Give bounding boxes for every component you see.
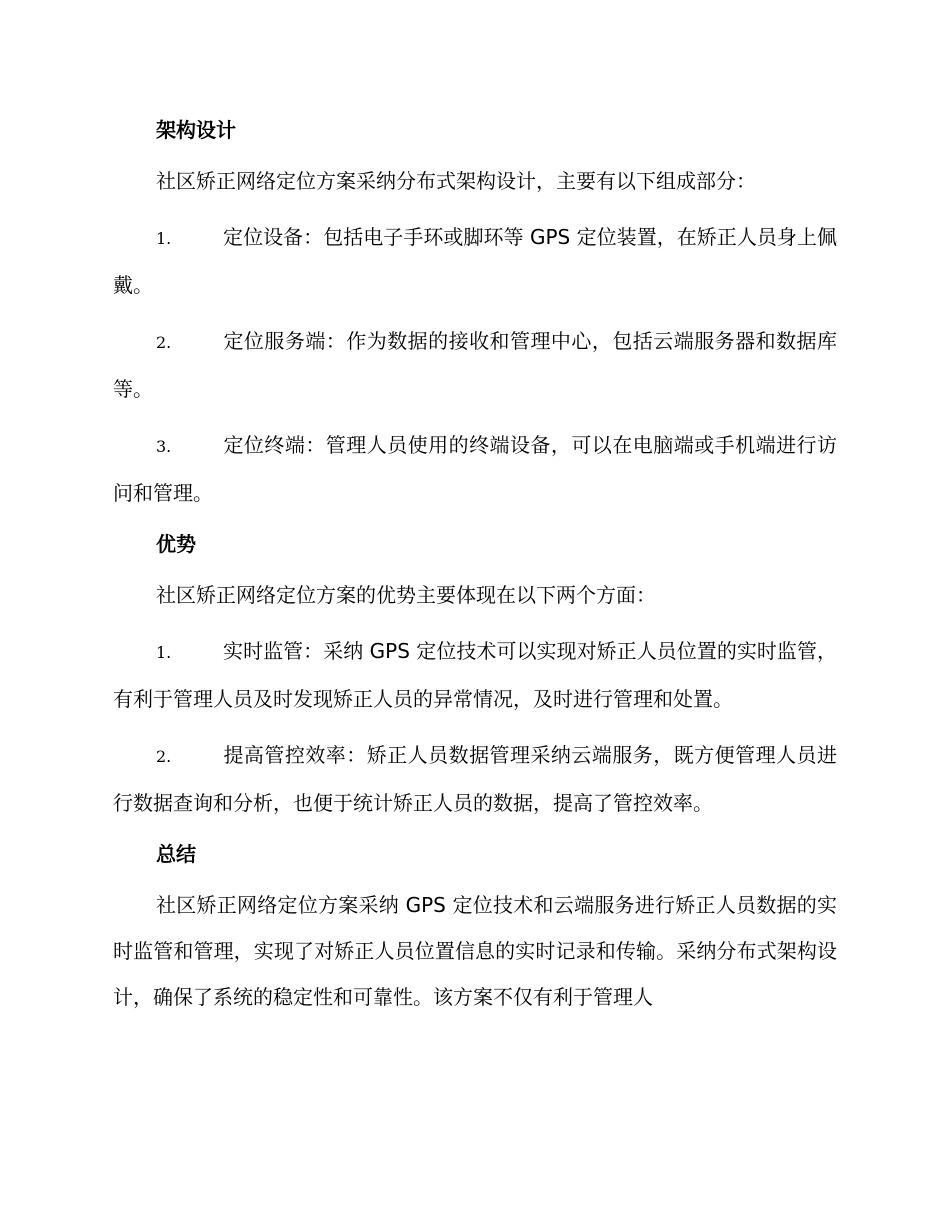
section-intro-architecture: 社区矫正网络定位方案采纳分布式架构设计，主要有以下组成部分： <box>156 169 756 193</box>
document-content <box>113 112 837 1030</box>
list-item <box>113 732 837 826</box>
list-item-text: 定位设备：包括电子手环或脚环等 GPS 定位装置，在矫正人员身上佩戴。 <box>113 225 837 297</box>
section-heading-advantages: 优势 <box>156 532 196 556</box>
list-item-text: 定位终端：管理人员使用的终端设备，可以在电脑端或手机端进行访问和管理。 <box>113 433 837 505</box>
list-item-text: 定位服务端：作为数据的接收和管理中心，包括云端服务器和数据库等。 <box>113 329 837 401</box>
section-heading-architecture: 架构设计 <box>156 118 236 142</box>
section-intro-advantages: 社区矫正网络定位方案的优势主要体现在以下两个方面： <box>156 583 656 607</box>
section-body-summary: 社区矫正网络定位方案采纳 GPS 定位技术和云端服务进行矫正人员数据的实时监管和管理，实现了对矫正人员位置信息的实时记录和传输。采纳分布式架构设计，确保了系统的稳定性和可靠性。该方案不仅有利于管理人 <box>113 893 837 1009</box>
list-item <box>113 628 837 722</box>
list-item-number: 1. <box>156 643 172 662</box>
list-item-number: 2. <box>156 747 172 766</box>
list-item <box>113 214 837 308</box>
list-item-text: 提高管控效率：矫正人员数据管理采纳云端服务，既方便管理人员进行数据查询和分析，也便于统计矫正人员的数据，提高了管控效率。 <box>113 743 837 815</box>
list-item-number: 2. <box>156 333 172 352</box>
list-item <box>113 422 837 516</box>
list-item-number: 3. <box>156 437 172 456</box>
list-item-text: 实时监管：采纳 GPS 定位技术可以实现对矫正人员位置的实时监管，有利于管理人员及时发现矫正人员的异常情况，及时进行管理和处置。 <box>113 639 837 711</box>
section-heading-summary: 总结 <box>156 842 196 866</box>
list-item <box>113 318 837 412</box>
list-item-number: 1. <box>156 229 172 248</box>
